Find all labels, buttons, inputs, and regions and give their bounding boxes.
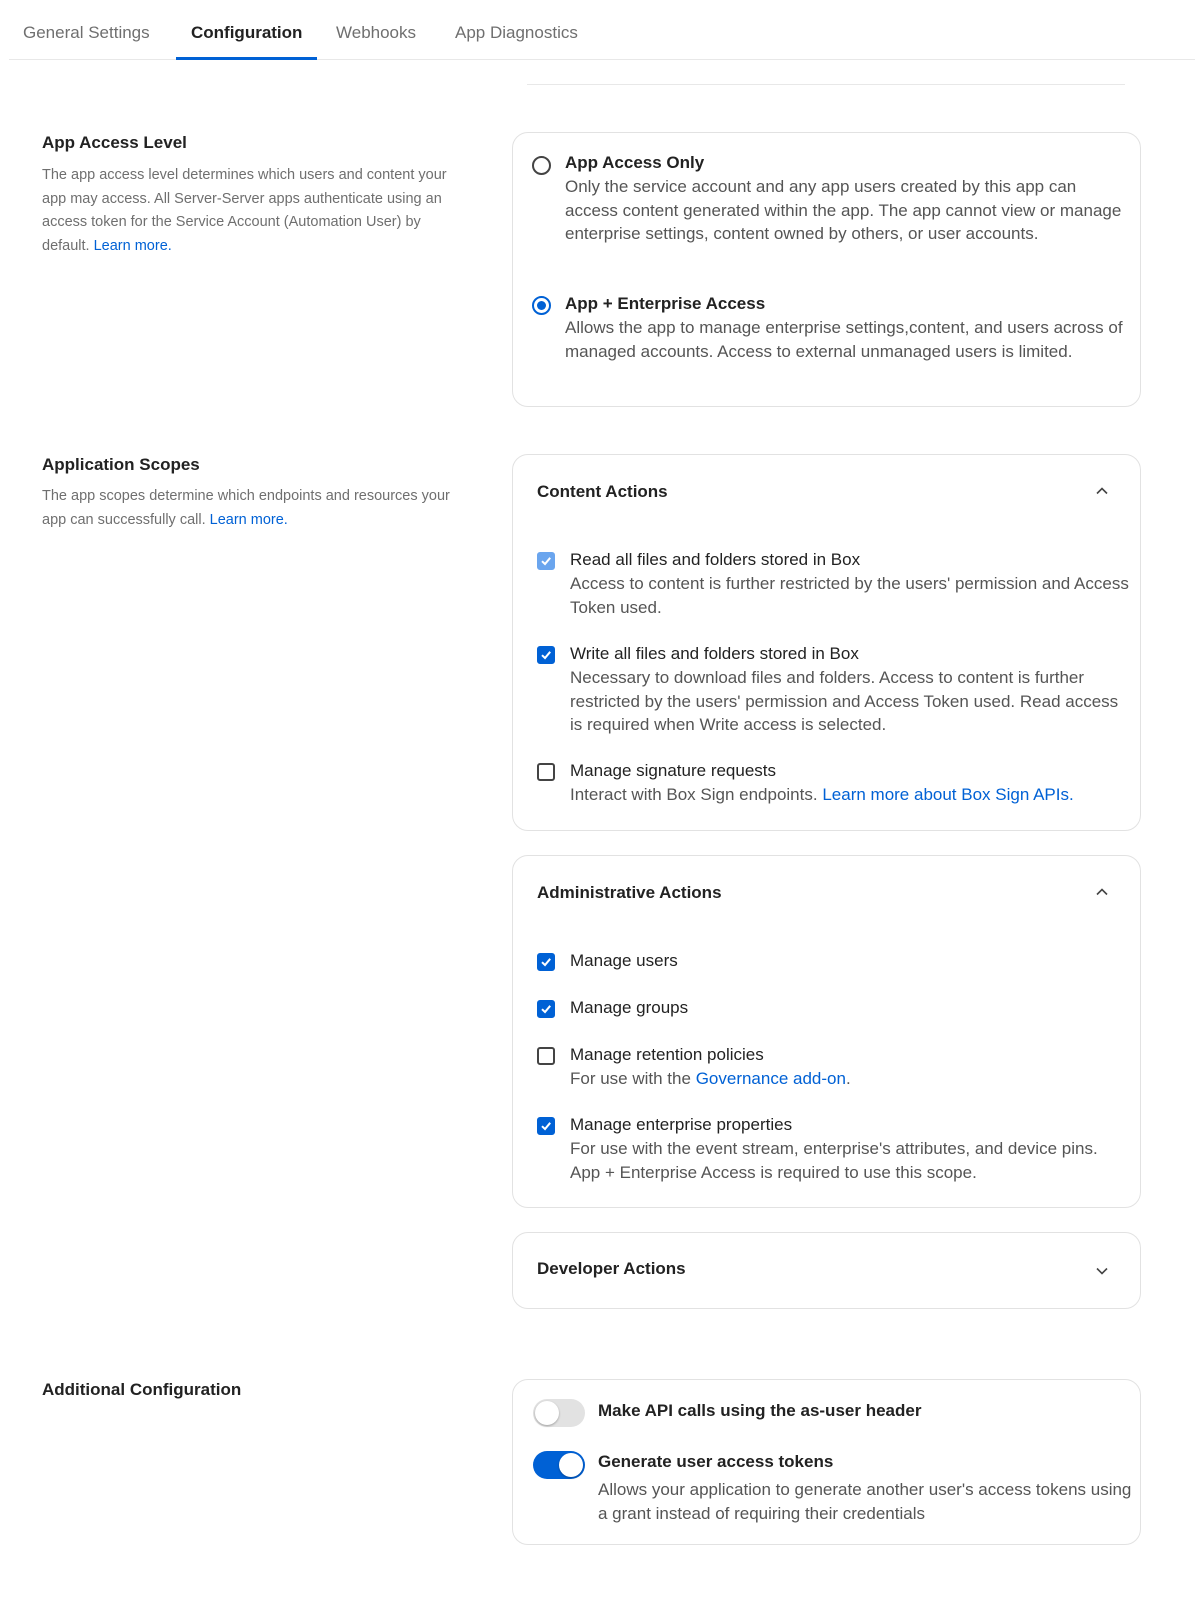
- generate-user-tokens-toggle[interactable]: [533, 1451, 585, 1479]
- write-files-label: Write all files and folders stored in Box: [570, 644, 859, 663]
- toggle-knob: [559, 1453, 583, 1477]
- app-access-learn-more-link[interactable]: Learn more.: [93, 237, 172, 254]
- administrative-actions-heading[interactable]: Administrative Actions: [537, 883, 722, 902]
- developer-actions-heading[interactable]: Developer Actions: [537, 1259, 686, 1278]
- manage-groups-label: Manage groups: [570, 998, 689, 1017]
- manage-groups-checkbox[interactable]: [537, 1000, 555, 1018]
- section-divider: [527, 84, 1125, 85]
- generate-user-tokens-label: Generate user access tokens: [598, 1452, 834, 1471]
- app-access-only-radio[interactable]: [532, 156, 551, 175]
- write-files-checkbox[interactable]: [537, 646, 555, 664]
- application-scopes-description: [42, 485, 472, 532]
- additional-configuration-card: [512, 1379, 1141, 1545]
- manage-enterprise-properties-description: For use with the event stream, enterprise's attributes, and device pins. App + Enterprise Access is required to use this scope.: [570, 1139, 1098, 1182]
- manage-signature-requests-description-text: Interact with Box Sign endpoints.: [570, 785, 818, 804]
- app-access-only-description: Only the service account and any app users created by this app can access content generated within the app. The app cannot view or manage enterprise settings, content owned by others, or user accounts.: [565, 177, 1122, 243]
- app-access-level-description: [42, 164, 472, 258]
- as-user-header-toggle[interactable]: [533, 1399, 585, 1427]
- app-access-level-title: App Access Level: [42, 133, 187, 152]
- app-enterprise-access-radio[interactable]: [532, 296, 551, 315]
- chevron-down-icon[interactable]: [1094, 1263, 1110, 1279]
- developer-actions-card[interactable]: [512, 1232, 1141, 1309]
- tab-configuration[interactable]: Configuration: [191, 23, 303, 42]
- manage-signature-requests-checkbox[interactable]: [537, 763, 555, 781]
- manage-users-checkbox[interactable]: [537, 953, 555, 971]
- app-access-level-description-text: The app access level determines which users and content your app may access. All Server-Server apps authenticate using an access token for the Service Account (Automation User) by default.: [42, 167, 447, 254]
- tab-app-diagnostics[interactable]: App Diagnostics: [455, 23, 578, 42]
- app-access-only-label: App Access Only: [565, 153, 705, 172]
- application-scopes-learn-more-link[interactable]: Learn more.: [209, 511, 288, 528]
- tab-webhooks[interactable]: Webhooks: [336, 23, 417, 42]
- as-user-header-label: Make API calls using the as-user header: [598, 1401, 922, 1420]
- administrative-actions-card: [512, 855, 1141, 1208]
- content-actions-heading[interactable]: Content Actions: [537, 482, 668, 501]
- tab-bar: [9, 0, 1195, 60]
- active-tab-indicator: [176, 57, 317, 60]
- generate-user-tokens-description: Allows your application to generate another user's access tokens using a grant instead of requiring their credentials: [598, 1480, 1132, 1523]
- manage-enterprise-properties-label: Manage enterprise properties: [570, 1115, 793, 1134]
- toggle-knob: [535, 1401, 559, 1425]
- content-actions-card: [512, 454, 1141, 831]
- app-access-level-card: [512, 132, 1141, 407]
- manage-users-label: Manage users: [570, 951, 678, 970]
- app-enterprise-access-description: Allows the app to manage enterprise settings,content, and users across of managed accounts. Access to external unmanaged users is limited.: [565, 318, 1123, 361]
- read-files-description: Access to content is further restricted by the users' permission and Access Token used.: [570, 574, 1129, 617]
- manage-enterprise-properties-checkbox[interactable]: [537, 1117, 555, 1135]
- manage-signature-requests-description: [570, 783, 1130, 807]
- governance-add-on-link[interactable]: Governance add-on: [695, 1069, 846, 1088]
- write-files-description: Necessary to download files and folders. Access to content is further restricted by the users' permission and Access Token used. Read access is required when Write access is selected.: [570, 668, 1119, 734]
- application-scopes-description-text: The app scopes determine which endpoints and resources your app can successfully call.: [42, 488, 450, 528]
- manage-retention-policies-checkbox[interactable]: [537, 1047, 555, 1065]
- retention-description-suffix: .: [845, 1069, 851, 1088]
- app-enterprise-access-label: App + Enterprise Access: [565, 294, 766, 313]
- chevron-up-icon[interactable]: [1094, 483, 1110, 499]
- manage-signature-requests-label: Manage signature requests: [570, 761, 777, 780]
- additional-configuration-title: Additional Configuration: [42, 1380, 242, 1399]
- chevron-up-icon[interactable]: [1094, 884, 1110, 900]
- application-scopes-title: Application Scopes: [42, 455, 200, 474]
- read-files-checkbox: [537, 552, 555, 570]
- retention-description-prefix: For use with the: [570, 1069, 691, 1088]
- manage-retention-policies-label: Manage retention policies: [570, 1045, 764, 1064]
- read-files-label: Read all files and folders stored in Box: [570, 550, 861, 569]
- manage-retention-policies-description: [570, 1067, 1130, 1091]
- tab-general-settings[interactable]: General Settings: [23, 23, 150, 42]
- box-sign-learn-more-link[interactable]: Learn more about Box Sign APIs.: [822, 785, 1074, 804]
